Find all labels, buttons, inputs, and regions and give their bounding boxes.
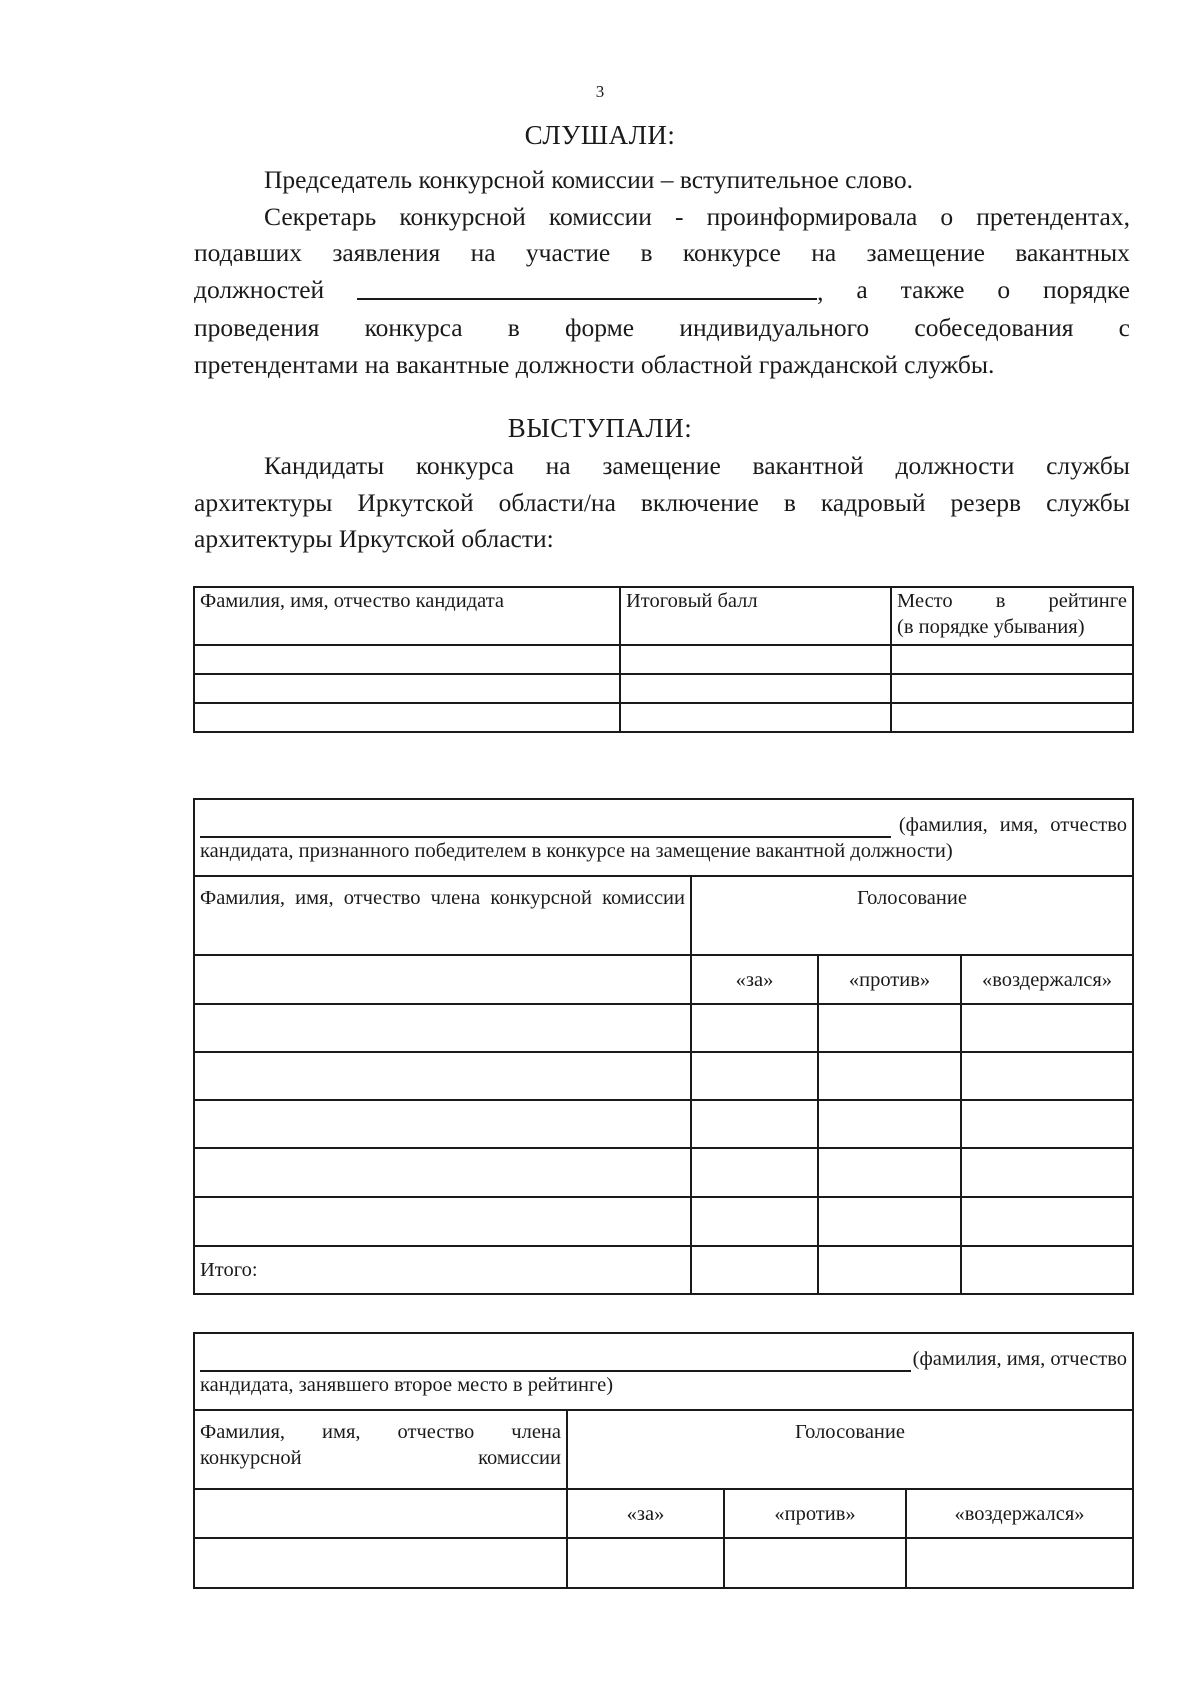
table-row xyxy=(194,674,1133,703)
word: в xyxy=(507,313,520,342)
chairman-line: Председатель конкурсной комиссии – вступительное слово. xyxy=(264,165,913,194)
table-cell[interactable] xyxy=(620,645,891,674)
word: индивидуального xyxy=(679,313,870,342)
vote-for-header: «за» xyxy=(691,955,818,1004)
word: (фамилия, xyxy=(898,813,988,836)
table-cell[interactable] xyxy=(906,1538,1133,1588)
word: конкурсе xyxy=(682,238,781,267)
word: службы xyxy=(1046,487,1130,517)
table-row xyxy=(194,1197,1133,1246)
rating-col-place xyxy=(891,587,1133,645)
word: имя, xyxy=(999,813,1039,836)
word: проведения xyxy=(194,313,320,342)
table-cell[interactable] xyxy=(818,1197,961,1246)
rating-col-fio: Фамилия, имя, отчество кандидата xyxy=(194,587,620,645)
word: а xyxy=(856,274,868,304)
table-cell[interactable] xyxy=(818,1100,961,1148)
word: вакантных xyxy=(1015,238,1130,267)
word: отчество xyxy=(1050,813,1127,836)
spoke-paragraph xyxy=(194,448,1130,558)
winner-caption xyxy=(194,799,1133,876)
table-cell[interactable] xyxy=(691,1052,818,1100)
table-cell[interactable] xyxy=(818,1246,961,1294)
word: Кандидаты xyxy=(264,451,385,480)
word: - xyxy=(675,201,684,231)
table-cell[interactable] xyxy=(961,1052,1133,1100)
table-cell[interactable] xyxy=(691,1148,818,1197)
secretary-line-3 xyxy=(194,272,1130,311)
word: конкурсной xyxy=(399,201,526,231)
page-number: 3 xyxy=(595,82,605,101)
word: конкурса xyxy=(415,451,514,480)
word: Секретарь xyxy=(264,201,377,231)
table-row xyxy=(194,645,1133,674)
table-cell[interactable] xyxy=(691,1197,818,1246)
table-cell[interactable] xyxy=(194,645,620,674)
table-cell[interactable] xyxy=(194,703,620,732)
second-voting-header: Голосование xyxy=(567,1410,1133,1489)
word: в xyxy=(783,487,796,517)
winner-caption-line2: кандидата, признанного победителем в конкурсе на замещение вакантной должности) xyxy=(200,839,953,862)
table-cell[interactable] xyxy=(691,1246,818,1294)
secretary-line-5: претендентами на вакантные должности областной гражданской службы. xyxy=(194,349,995,379)
table-cell[interactable] xyxy=(691,1100,818,1148)
table-row xyxy=(194,703,1133,732)
table-cell[interactable] xyxy=(620,674,891,703)
spoke-heading: ВЫСТУПАЛИ: xyxy=(507,413,693,443)
table-cell[interactable] xyxy=(961,1100,1133,1148)
word: комиссии xyxy=(548,201,652,231)
word: вакантной xyxy=(752,451,864,480)
word: на xyxy=(811,238,837,267)
table-cell[interactable] xyxy=(891,645,1133,674)
word: подавших xyxy=(194,238,303,267)
table-cell[interactable] xyxy=(818,1052,961,1100)
table-row xyxy=(194,1004,1133,1052)
word: в xyxy=(640,238,653,267)
table-cell[interactable] xyxy=(961,1246,1133,1294)
word: архитектуры xyxy=(194,487,333,517)
second-place-voting-table xyxy=(193,1332,1134,1589)
spoke-line-1 xyxy=(194,448,1130,485)
winner-voting-header: Голосование xyxy=(691,876,1133,955)
rating-col-score: Итоговый балл xyxy=(620,587,891,645)
second-caption-line1 xyxy=(200,1346,1127,1372)
winner-name-blank xyxy=(200,812,891,838)
secretary-line-4 xyxy=(194,310,1130,347)
vote-against-header: «против» xyxy=(818,955,961,1004)
table-row xyxy=(194,1052,1133,1100)
word: заявления xyxy=(332,238,441,267)
table-cell[interactable] xyxy=(194,674,620,703)
word: участие xyxy=(525,238,611,267)
word: службы xyxy=(1046,451,1130,480)
word: области/на xyxy=(498,487,616,517)
word: с xyxy=(1118,313,1130,342)
word: замещение xyxy=(602,451,721,480)
second-member-col: Фамилия, имя, отчество члена конкурсной комиссии xyxy=(194,1410,567,1489)
table-cell[interactable] xyxy=(194,1100,691,1148)
word: претендентах, xyxy=(976,201,1130,231)
table-cell[interactable] xyxy=(567,1538,724,1588)
table-row xyxy=(194,1100,1133,1148)
table-cell[interactable] xyxy=(194,955,691,1004)
table-cell[interactable] xyxy=(818,1004,961,1052)
vote-against-header: «против» xyxy=(724,1489,906,1538)
table-row xyxy=(194,1246,1133,1294)
word: Иркутской xyxy=(357,487,474,517)
heard-paragraph xyxy=(194,162,1130,383)
word: также xyxy=(900,274,965,304)
second-name-blank xyxy=(200,1346,911,1372)
table-cell[interactable] xyxy=(620,703,891,732)
table-cell[interactable] xyxy=(691,1004,818,1052)
winner-member-col: Фамилия, имя, отчество члена конкурсной комиссии xyxy=(194,876,691,955)
table-cell[interactable] xyxy=(194,1052,691,1100)
word: конкурса xyxy=(364,313,463,342)
word: резерв xyxy=(950,487,1022,517)
positions-blank: , xyxy=(357,272,823,311)
rating-table xyxy=(193,586,1134,733)
table-cell[interactable] xyxy=(891,674,1133,703)
table-cell[interactable] xyxy=(961,1004,1133,1052)
vote-for-header: «за» xyxy=(567,1489,724,1538)
table-cell[interactable] xyxy=(961,1148,1133,1197)
heard-heading: СЛУШАЛИ: xyxy=(524,120,676,150)
vote-abstain-header: «воздержался» xyxy=(906,1489,1133,1538)
word: замещение xyxy=(866,238,985,267)
table-cell[interactable] xyxy=(194,1538,567,1588)
rating-col-place-sub: (в порядке убывания) xyxy=(897,616,1085,638)
vote-abstain-header: «воздержался» xyxy=(961,955,1133,1004)
word: на xyxy=(545,451,571,480)
winner-voting-table xyxy=(193,798,1134,1295)
word: порядке xyxy=(1043,274,1130,304)
table-row xyxy=(194,1538,1133,1588)
word: включение xyxy=(640,487,759,517)
table-cell[interactable] xyxy=(818,1148,961,1197)
winner-caption-line1 xyxy=(200,812,1127,838)
second-caption-line2: кандидата, занявшего второе место в рейтинге) xyxy=(200,1373,614,1396)
secretary-line-2 xyxy=(194,235,1130,272)
table-cell[interactable] xyxy=(194,1004,691,1052)
word: рейтинге xyxy=(1048,590,1127,612)
word: (фамилия, имя, отчество xyxy=(912,1347,1128,1370)
total-label: Итого: xyxy=(194,1246,691,1294)
table-row xyxy=(194,1148,1133,1197)
word: Место xyxy=(897,590,953,612)
table-cell[interactable] xyxy=(194,1148,691,1197)
table-cell[interactable] xyxy=(891,703,1133,732)
word: о xyxy=(997,274,1011,304)
table-cell[interactable] xyxy=(961,1197,1133,1246)
word: форме xyxy=(565,313,635,342)
secretary-line-1 xyxy=(194,199,1130,236)
word: в xyxy=(995,590,1006,612)
word: на xyxy=(470,238,496,267)
word: должности xyxy=(895,451,1015,480)
word: должностей xyxy=(194,274,325,304)
second-caption xyxy=(194,1333,1133,1410)
table-cell[interactable] xyxy=(194,1489,567,1538)
word: проинформировала xyxy=(706,201,918,231)
table-cell[interactable] xyxy=(724,1538,906,1588)
word: собеседования xyxy=(914,313,1074,342)
spoke-line-2 xyxy=(194,485,1130,522)
word: кадровый xyxy=(820,487,926,517)
table-cell[interactable] xyxy=(194,1197,691,1246)
spoke-line-3: архитектуры Иркутской области: xyxy=(194,524,554,553)
word: о xyxy=(940,201,954,231)
